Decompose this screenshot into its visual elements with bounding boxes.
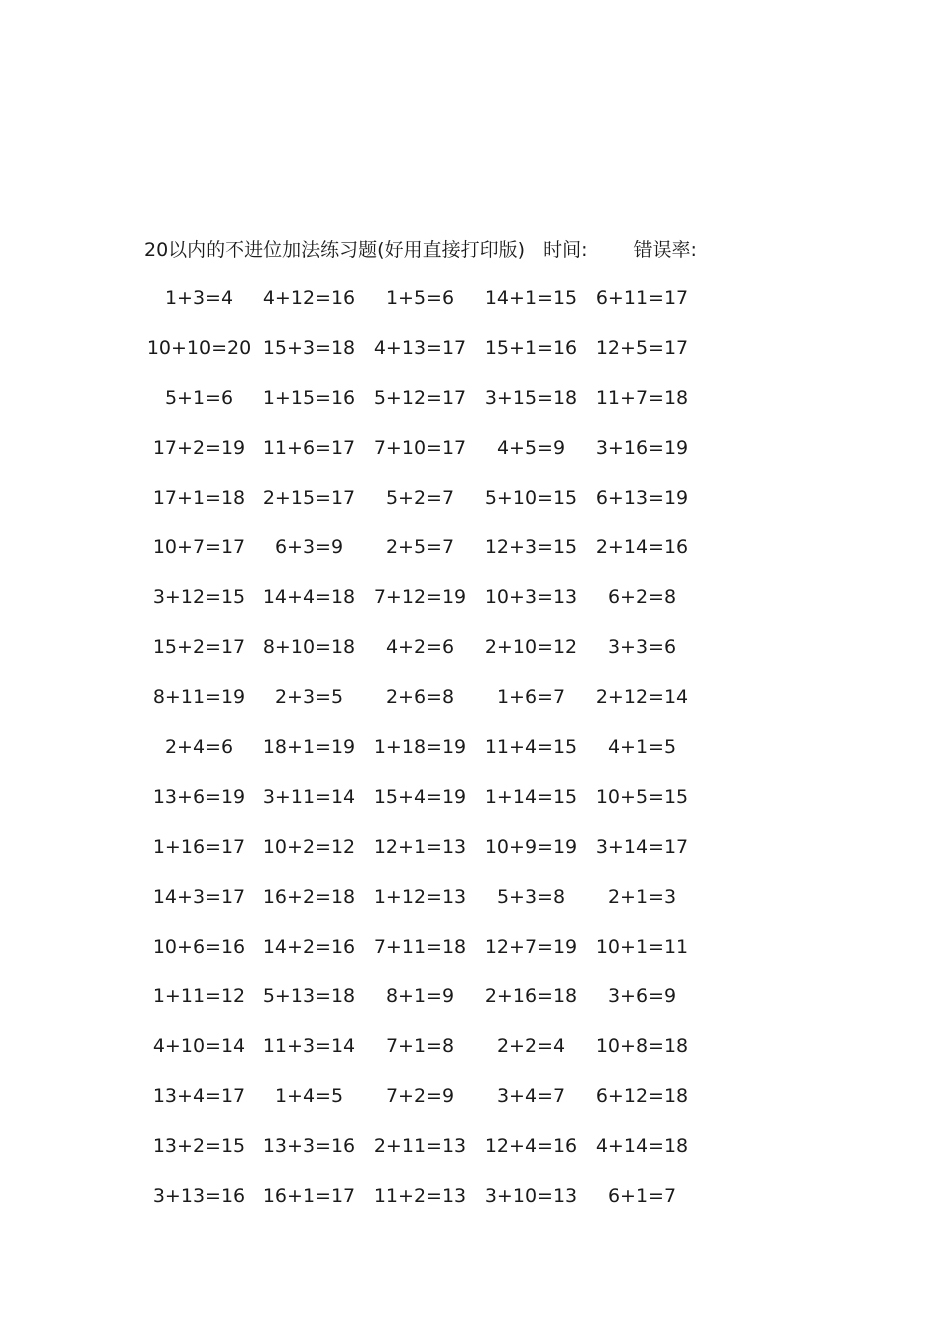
- addition-problem: 6+3=9: [274, 536, 344, 559]
- addition-problem: 1+18=19: [373, 736, 467, 759]
- addition-problem: 8+1=9: [385, 985, 455, 1008]
- addition-problem: 1+3=4: [164, 287, 234, 309]
- addition-problem: 16+2=18: [262, 885, 356, 908]
- problem-row: [144, 733, 704, 783]
- addition-problem: 2+5=7: [385, 536, 455, 559]
- addition-problem: 5+13=18: [262, 985, 356, 1008]
- addition-problem: 3+10=13: [484, 1185, 578, 1208]
- addition-problem: 3+13=16: [152, 1185, 246, 1208]
- addition-problem: 1+11=12: [152, 985, 246, 1008]
- addition-problem: 2+14=16: [595, 536, 689, 559]
- addition-problem: 13+2=15: [152, 1135, 246, 1158]
- addition-problem: 1+16=17: [152, 835, 246, 858]
- addition-problem: 4+10=14: [152, 1035, 246, 1058]
- addition-problem: 11+2=13: [373, 1185, 467, 1208]
- addition-problem: 6+13=19: [595, 486, 689, 509]
- addition-problem: 11+4=15: [484, 736, 578, 759]
- addition-problem: 2+15=17: [262, 486, 356, 509]
- addition-problem: 1+4=5: [274, 1085, 344, 1108]
- addition-problem: 15+3=18: [262, 336, 356, 359]
- addition-problem: 7+10=17: [373, 436, 467, 459]
- worksheet-header: [144, 236, 697, 264]
- addition-problem: 3+4=7: [496, 1085, 566, 1108]
- problem-row: [144, 833, 704, 883]
- problem-row: [144, 583, 704, 633]
- addition-problem: 3+12=15: [152, 586, 246, 609]
- problem-row: [144, 434, 704, 484]
- addition-problem: 5+1=6: [164, 386, 234, 409]
- addition-problem: 10+9=19: [484, 835, 578, 858]
- addition-problem: 12+3=15: [484, 536, 578, 559]
- addition-problem: 7+1=8: [385, 1035, 455, 1058]
- addition-problem: 10+2=12: [262, 835, 356, 858]
- problem-row: [144, 933, 704, 983]
- addition-problem: 2+1=3: [607, 885, 677, 908]
- addition-problem: 10+7=17: [152, 536, 246, 559]
- addition-problem: 10+10=20: [146, 336, 252, 359]
- addition-problem: 3+3=6: [607, 636, 677, 659]
- addition-problem: 12+1=13: [373, 835, 467, 858]
- problem-row: [144, 1082, 704, 1132]
- addition-problem: 2+16=18: [484, 985, 578, 1008]
- addition-problem: 8+11=19: [152, 686, 246, 709]
- addition-problem: 2+6=8: [385, 686, 455, 709]
- addition-problem: 14+4=18: [262, 586, 356, 609]
- addition-problem: 15+1=16: [484, 336, 578, 359]
- addition-problem: 5+12=17: [373, 386, 467, 409]
- problem-row: [144, 1132, 704, 1182]
- addition-problem: 10+5=15: [595, 785, 689, 808]
- addition-problem: 4+12=16: [262, 287, 356, 309]
- problem-row: [144, 783, 704, 833]
- problem-row: [144, 883, 704, 933]
- addition-problem: 1+12=13: [373, 885, 467, 908]
- addition-problem: 16+1=17: [262, 1185, 356, 1208]
- addition-problem: 6+2=8: [607, 586, 677, 609]
- addition-problem: 6+12=18: [595, 1085, 689, 1108]
- addition-problem: 10+3=13: [484, 586, 578, 609]
- problem-row: [144, 484, 704, 534]
- addition-problem: 2+2=4: [496, 1035, 566, 1058]
- problem-row: [144, 1032, 704, 1082]
- addition-problem: 12+4=16: [484, 1135, 578, 1158]
- addition-problem: 14+2=16: [262, 935, 356, 958]
- addition-problem: 14+1=15: [484, 287, 578, 309]
- worksheet-title: 20以内的不进位加法练习题(好用直接打印版): [144, 239, 526, 261]
- addition-problem: 10+1=11: [595, 935, 689, 958]
- addition-problem: 3+14=17: [595, 835, 689, 858]
- problem-row: [144, 633, 704, 683]
- addition-problem: 2+4=6: [164, 736, 234, 759]
- addition-problem: 2+11=13: [373, 1135, 467, 1158]
- addition-problem: 7+11=18: [373, 935, 467, 958]
- addition-problem: 6+11=17: [595, 287, 689, 309]
- addition-problem: 5+10=15: [484, 486, 578, 509]
- addition-problem: 11+6=17: [262, 436, 356, 459]
- addition-problem: 2+10=12: [484, 636, 578, 659]
- addition-problem: 7+2=9: [385, 1085, 455, 1108]
- time-label: 时间:: [543, 239, 588, 261]
- addition-problem: 3+15=18: [484, 386, 578, 409]
- addition-problem: 1+14=15: [484, 785, 578, 808]
- addition-problem: 7+12=19: [373, 586, 467, 609]
- error-rate-label: 错误率:: [633, 239, 697, 261]
- addition-problem: 4+13=17: [373, 336, 467, 359]
- addition-problem: 14+3=17: [152, 885, 246, 908]
- addition-problem: 12+5=17: [595, 336, 689, 359]
- addition-problem: 13+6=19: [152, 785, 246, 808]
- problem-row: [144, 1182, 704, 1232]
- addition-problem: 15+2=17: [152, 636, 246, 659]
- addition-problem: 1+15=16: [262, 386, 356, 409]
- addition-problem: 3+6=9: [607, 985, 677, 1008]
- problem-row: [144, 533, 704, 583]
- addition-problem: 5+3=8: [496, 885, 566, 908]
- addition-problem: 4+14=18: [595, 1135, 689, 1158]
- addition-problem: 3+16=19: [595, 436, 689, 459]
- problem-grid: [144, 284, 704, 1232]
- addition-problem: 13+3=16: [262, 1135, 356, 1158]
- addition-problem: 3+11=14: [262, 785, 356, 808]
- addition-problem: 6+1=7: [607, 1185, 677, 1208]
- problem-row: [144, 982, 704, 1032]
- addition-problem: 11+3=14: [262, 1035, 356, 1058]
- addition-problem: 1+5=6: [385, 287, 455, 309]
- addition-problem: 18+1=19: [262, 736, 356, 759]
- addition-problem: 4+2=6: [385, 636, 455, 659]
- addition-problem: 12+7=19: [484, 935, 578, 958]
- addition-problem: 4+1=5: [607, 736, 677, 759]
- addition-problem: 10+6=16: [152, 935, 246, 958]
- addition-problem: 2+12=14: [595, 686, 689, 709]
- addition-problem: 15+4=19: [373, 785, 467, 808]
- addition-problem: 8+10=18: [262, 636, 356, 659]
- problem-row: [144, 284, 704, 334]
- addition-problem: 2+3=5: [274, 686, 344, 709]
- addition-problem: 17+2=19: [152, 436, 246, 459]
- addition-problem: 1+6=7: [496, 686, 566, 709]
- addition-problem: 10+8=18: [595, 1035, 689, 1058]
- addition-problem: 17+1=18: [152, 486, 246, 509]
- addition-problem: 4+5=9: [496, 436, 566, 459]
- addition-problem: 11+7=18: [595, 386, 689, 409]
- addition-problem: 13+4=17: [152, 1085, 246, 1108]
- problem-row: [144, 384, 704, 434]
- addition-problem: 5+2=7: [385, 486, 455, 509]
- problem-row: [144, 334, 704, 384]
- problem-row: [144, 683, 704, 733]
